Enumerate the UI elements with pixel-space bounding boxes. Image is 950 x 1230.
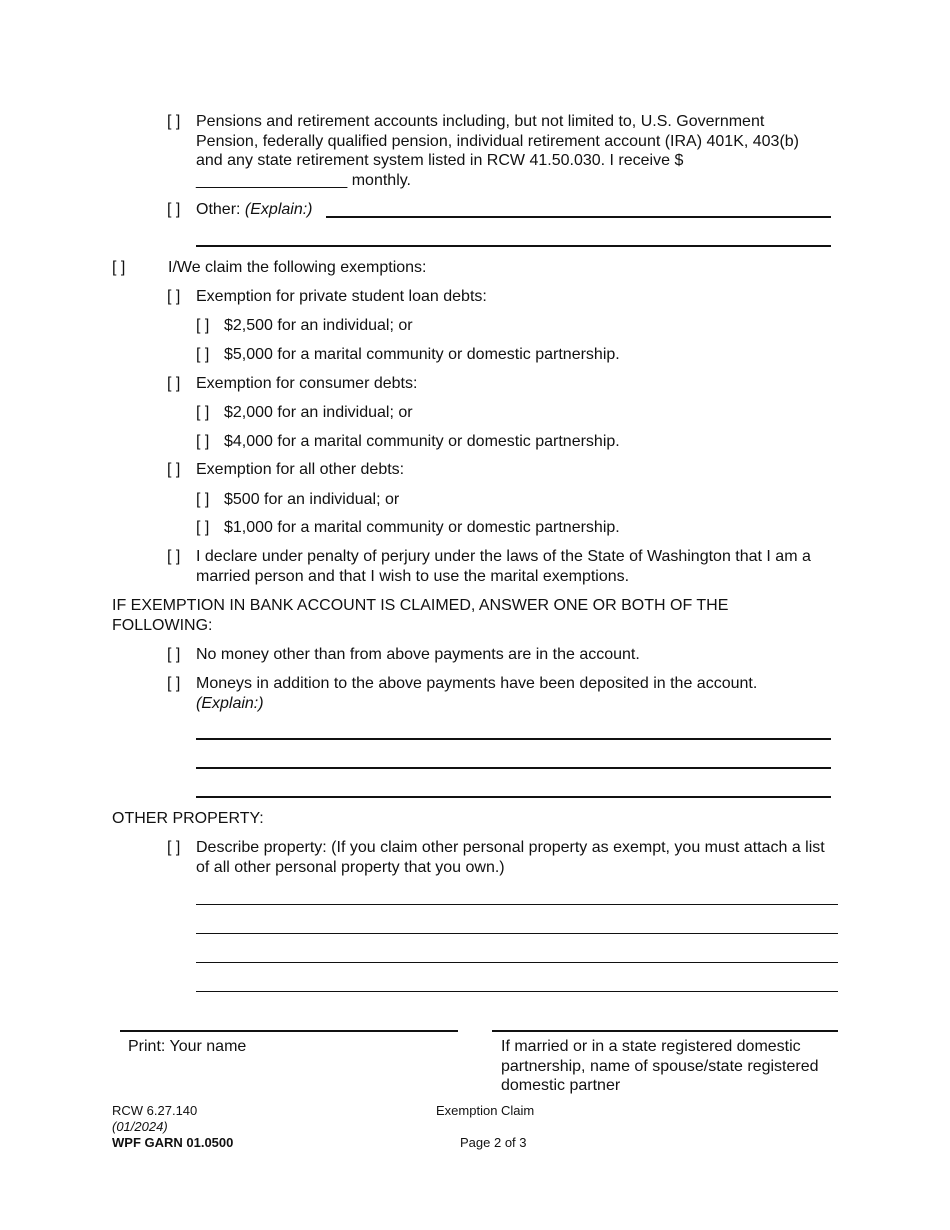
bank-heading: IF EXEMPTION IN BANK ACCOUNT IS CLAIMED, ANSWER ONE OR BOTH OF THE FOLLOWING: <box>112 597 729 634</box>
footer-date-text: (01/2024) <box>112 1119 168 1134</box>
spouse-name-label: If married or in a state registered domestic partnership, name of spouse/state registered domestic partner <box>501 1038 819 1094</box>
all-other-individual-checkbox[interactable]: [ ] <box>196 491 210 508</box>
student-individual-checkbox[interactable]: [ ] <box>196 317 210 334</box>
spouse-name-line[interactable] <box>492 1030 838 1032</box>
all-other-marital-checkbox[interactable]: [ ] <box>196 519 210 536</box>
other-explain-label: (Explain:) <box>244 201 313 218</box>
print-name-label: Print: Your name <box>128 1038 247 1055</box>
moneys-text: Moneys in addition to the above payments have been deposited in the account. <box>196 675 758 692</box>
student-loan-label: Exemption for private student loan debts: <box>196 288 487 305</box>
student-loan-checkbox[interactable]: [ ] <box>167 288 181 305</box>
consumer-individual-checkbox[interactable]: [ ] <box>196 404 210 421</box>
property-line-4[interactable] <box>196 991 838 992</box>
moneys-explain-line-2[interactable] <box>196 767 831 769</box>
no-money-text: No money other than from above payments are in the account. <box>196 646 640 663</box>
other-label: Other: <box>196 201 241 218</box>
footer-form-id: WPF GARN 01.0500 <box>112 1135 234 1150</box>
all-other-individual-label: $500 for an individual; or <box>224 491 400 508</box>
no-money-checkbox[interactable]: [ ] <box>167 646 181 663</box>
moneys-checkbox[interactable]: [ ] <box>167 675 181 692</box>
other-explain-line-1[interactable] <box>326 216 831 218</box>
print-name-line[interactable] <box>120 1030 458 1032</box>
moneys-explain-label: (Explain:) <box>196 694 264 712</box>
other-checkbox[interactable]: [ ] <box>167 201 181 218</box>
other-explain-line-2[interactable] <box>196 245 831 247</box>
consumer-label: Exemption for consumer debts: <box>196 375 418 392</box>
consumer-individual-label: $2,000 for an individual; or <box>224 404 413 421</box>
property-checkbox[interactable]: [ ] <box>167 839 181 856</box>
exemptions-checkbox[interactable]: [ ] <box>112 259 126 276</box>
property-line-2[interactable] <box>196 933 838 934</box>
student-marital-label: $5,000 for a marital community or domestic partnership. <box>224 346 620 363</box>
pensions-checkbox[interactable]: [ ] <box>167 113 181 130</box>
moneys-explain-line-3[interactable] <box>196 796 831 798</box>
consumer-marital-label: $4,000 for a marital community or domestic partnership. <box>224 433 620 450</box>
other-label-group <box>196 200 313 220</box>
declare-checkbox[interactable]: [ ] <box>167 548 181 565</box>
student-individual-label: $2,500 for an individual; or <box>224 317 413 334</box>
footer-page: Page 2 of 3 <box>460 1135 527 1150</box>
footer-rcw: RCW 6.27.140 <box>112 1103 198 1118</box>
moneys-text-group <box>196 674 826 713</box>
all-other-label: Exemption for all other debts: <box>196 461 405 478</box>
moneys-explain-line-1[interactable] <box>196 738 831 740</box>
consumer-checkbox[interactable]: [ ] <box>167 375 181 392</box>
footer-title: Exemption Claim <box>436 1103 535 1118</box>
consumer-marital-checkbox[interactable]: [ ] <box>196 433 210 450</box>
all-other-checkbox[interactable]: [ ] <box>167 461 181 478</box>
exemptions-intro: I/We claim the following exemptions: <box>168 259 427 276</box>
property-text: Describe property: (If you claim other personal property as exempt, you must attach a list of all other personal property that you own.) <box>196 839 825 876</box>
all-other-marital-label: $1,000 for a marital community or domestic partnership. <box>224 519 620 536</box>
property-line-3[interactable] <box>196 962 838 963</box>
pensions-text: Pensions and retirement accounts including, but not limited to, U.S. Government Pension, federally qualified pension, individual retirement account (IRA) 401K, 403(b) and any state retirement system listed in RCW 41.50.030. I receive $ _________________ monthly. <box>196 113 800 189</box>
student-marital-checkbox[interactable]: [ ] <box>196 346 210 363</box>
property-heading: OTHER PROPERTY: <box>112 810 264 827</box>
declare-text: I declare under penalty of perjury under the laws of the State of Washington that I am a married person and that I wish to use the marital exemptions. <box>196 548 811 585</box>
property-line-1[interactable] <box>196 904 838 905</box>
footer-date <box>112 1119 168 1135</box>
